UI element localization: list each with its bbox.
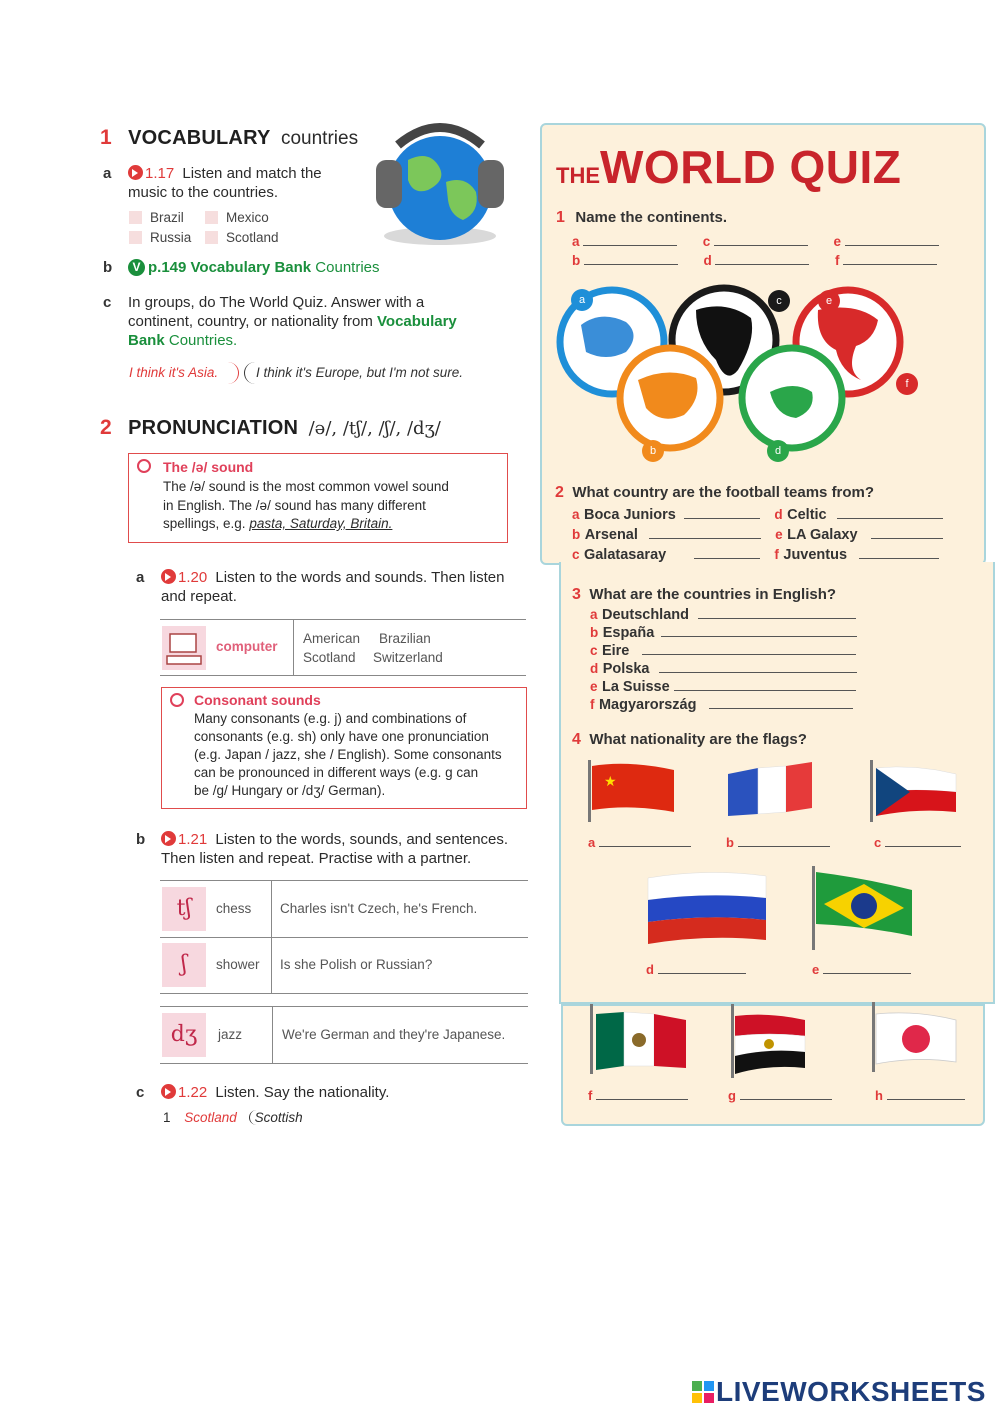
instruction-line: Then listen and repeat. Practise with a partner.	[161, 850, 472, 867]
answer-letter: f	[588, 1088, 593, 1103]
headphones-globe-illustration	[368, 120, 508, 250]
box-title: The /ə/ sound	[163, 459, 254, 475]
answer-blank[interactable]	[843, 264, 937, 265]
box-line: The /ə/ sound is the most common vowel sound	[163, 479, 449, 494]
section2-heading	[100, 416, 441, 440]
answer-letter: b	[572, 527, 581, 542]
exercise-1b	[103, 258, 112, 277]
exercise-2b-text	[161, 830, 508, 868]
example-word: Scotland	[303, 650, 356, 665]
vocab-word: Bank	[128, 332, 165, 349]
box-text	[163, 478, 449, 534]
exercise-letter: c	[136, 1084, 145, 1101]
exercise-2a-text	[161, 568, 504, 606]
exercise-2b	[136, 830, 145, 849]
liveworksheets-logo-icon	[692, 1381, 714, 1403]
answer-blank[interactable]	[698, 618, 856, 619]
instruction-line: and repeat.	[161, 588, 237, 605]
liveworksheets-logo	[692, 1376, 986, 1408]
flag-answer-g	[728, 1088, 832, 1103]
question-number: 3	[572, 586, 581, 603]
answer-blank[interactable]	[837, 518, 943, 519]
question-3	[572, 586, 836, 604]
checkbox[interactable]	[205, 211, 218, 224]
answer-blank[interactable]	[887, 1099, 965, 1100]
box-line: Many consonants (e.g. j) and combinations of	[194, 711, 467, 726]
shower-sound-icon: ʃ	[162, 943, 206, 987]
schwa-info-box	[128, 453, 508, 543]
example-word: Switzerland	[373, 650, 443, 665]
checkbox[interactable]	[205, 231, 218, 244]
answer-blank[interactable]	[659, 672, 857, 673]
section-number: 2	[100, 416, 112, 439]
continent-rings-illustration	[556, 280, 956, 470]
answer-letter: g	[728, 1088, 736, 1103]
answer-letter: a	[588, 835, 596, 850]
answer-blank[interactable]	[709, 708, 853, 709]
france-flag-icon	[724, 760, 816, 822]
exercise-letter: b	[103, 259, 113, 276]
speech-bubble-2: I think it's Europe, but I'm not sure.	[256, 365, 464, 380]
flag-answer-c	[874, 835, 961, 850]
answer-blank[interactable]	[642, 654, 856, 655]
answer-letter: c	[702, 234, 711, 249]
option-label: Brazil	[150, 210, 184, 225]
ring-label-c: c	[768, 290, 790, 312]
answer-blank[interactable]	[694, 558, 760, 559]
answer-blank[interactable]	[583, 245, 677, 246]
computer-icon	[162, 626, 206, 670]
ring-label-e: e	[818, 290, 840, 312]
exercise-2c-text	[161, 1083, 389, 1102]
box-line: in English. The /ə/ sound has many different	[163, 497, 426, 513]
audio-icon[interactable]	[161, 569, 176, 584]
box-line: (e.g. Japan / jazz, she / English). Some consonants	[194, 747, 502, 762]
answer-letter: d	[703, 253, 712, 268]
ring-label-b: b	[642, 440, 664, 462]
question-1	[556, 209, 727, 227]
box-examples: pasta, Saturday, Britain.	[249, 516, 393, 531]
vocab-bank-link[interactable]	[128, 258, 380, 277]
flag-answer-d	[646, 962, 746, 977]
instruction-line: Listen to the words and sounds. Then listen	[215, 569, 505, 586]
practice-sentence: Charles isn't Czech, he's French.	[280, 901, 478, 916]
chess-sound-icon: tʃ	[162, 887, 206, 931]
exercise-1a	[103, 164, 111, 183]
brazil-flag-icon	[808, 866, 918, 950]
option-label: Russia	[150, 230, 192, 245]
continent-answers	[572, 232, 972, 270]
flag-answer-b	[726, 835, 830, 850]
answer-blank[interactable]	[599, 846, 691, 847]
team-name: Galatasaray	[583, 547, 667, 563]
exercise-letter: a	[103, 165, 112, 182]
audio-icon[interactable]	[161, 1084, 176, 1099]
speech-bubble-1: I think it's Asia.	[129, 365, 219, 380]
foreign-country-name: La Suisse	[601, 679, 670, 695]
ring-label-d: d	[767, 440, 789, 462]
question-text: What nationality are the flags?	[589, 731, 807, 748]
answer-blank[interactable]	[871, 538, 943, 539]
table-divider	[293, 620, 294, 675]
answer-letter: b	[590, 625, 599, 640]
ring-label-a: a	[571, 289, 593, 311]
answer-letter: c	[572, 547, 580, 562]
flag-answer-e	[812, 962, 911, 977]
track-number: 1.22	[178, 1084, 208, 1101]
question-text: What country are the football teams from?	[572, 484, 875, 501]
sounds-table-top	[160, 880, 528, 994]
key-word: jazz	[218, 1027, 243, 1042]
quiz-title	[556, 140, 901, 194]
section-subtitle: countries	[280, 128, 359, 149]
answer-letter: h	[875, 1088, 883, 1103]
russia-flag-icon	[644, 868, 770, 948]
question-4	[572, 731, 807, 749]
example-question: Scotland	[184, 1110, 237, 1125]
answer-blank[interactable]	[859, 558, 939, 559]
flag-answer-h	[875, 1088, 965, 1103]
consonant-info-box	[161, 687, 527, 809]
flag-answer-f	[588, 1088, 688, 1103]
audio-icon[interactable]	[128, 165, 143, 180]
audio-icon[interactable]	[161, 831, 176, 846]
answer-letter: f	[835, 253, 840, 268]
answer-letter: e	[775, 527, 783, 542]
answer-blank[interactable]	[715, 264, 809, 265]
key-word: computer	[216, 639, 278, 654]
box-line: be /g/ Hungary or /dʒ/ German).	[194, 783, 386, 798]
exercise-1c	[103, 293, 111, 312]
answer-letter: e	[590, 679, 598, 694]
answer-letter: d	[590, 661, 599, 676]
flag-answer-a	[588, 835, 691, 850]
czech-flag-icon	[870, 760, 960, 822]
quiz-title-main: WORLD QUIZ	[600, 141, 902, 193]
mexico-flag-icon	[590, 1004, 690, 1074]
question-number: 2	[555, 484, 564, 501]
answer-letter: c	[874, 835, 882, 850]
exercise-2c	[136, 1083, 144, 1102]
instruction-line: music to the countries.	[128, 184, 279, 201]
checkbox[interactable]	[129, 211, 142, 224]
example-word: American	[303, 631, 361, 646]
japan-flag-icon	[870, 1002, 960, 1072]
vocab-word: Vocabulary	[377, 313, 457, 330]
question-number: 1	[556, 209, 565, 226]
answer-letter: e	[833, 234, 842, 249]
track-number: 1.20	[178, 569, 208, 586]
question-2	[555, 484, 874, 502]
answer-blank[interactable]	[649, 538, 761, 539]
quiz-title-the: THE	[556, 163, 600, 188]
section1-heading	[100, 126, 358, 150]
checkbox[interactable]	[129, 231, 142, 244]
team-name: Arsenal	[584, 527, 638, 543]
instruction-line: Listen and match the	[182, 165, 322, 182]
box-line: consonants (e.g. sh) only have one pronunciation	[194, 729, 489, 744]
answer-blank[interactable]	[674, 690, 856, 691]
question-text: What are the countries in English?	[589, 586, 837, 603]
box-line: can be pronounced in different ways (e.g. g can	[194, 765, 479, 780]
sounds-table-bottom	[160, 1006, 528, 1064]
option-label: Scotland	[226, 230, 279, 245]
key-word: chess	[216, 901, 252, 916]
track-number: 1.17	[145, 165, 175, 182]
answer-letter: a	[572, 507, 580, 522]
instruction-line: In groups, do The World Quiz. Answer with a	[128, 294, 425, 311]
answer-letter: d	[774, 507, 783, 522]
table-divider	[272, 1007, 273, 1063]
foreign-country-name: Polska	[602, 661, 650, 677]
instruction-line: Listen. Say the nationality.	[215, 1084, 390, 1101]
table-divider	[271, 881, 272, 993]
section-number: 1	[100, 126, 112, 149]
option-label: Mexico	[226, 210, 269, 225]
foreign-country-name: España	[602, 625, 655, 641]
answer-letter: b	[572, 253, 581, 268]
answer-blank[interactable]	[584, 264, 678, 265]
practice-sentence: Is she Polish or Russian?	[280, 957, 433, 972]
box-text	[194, 710, 502, 800]
foreign-country-name: Eire	[601, 643, 630, 659]
key-word: shower	[216, 957, 260, 972]
question-text: Name the continents.	[575, 209, 728, 226]
computer-word-table	[160, 619, 526, 676]
answer-blank[interactable]	[684, 518, 760, 519]
exercise-letter: b	[136, 831, 146, 848]
section-title: PRONUNCIATION	[128, 417, 299, 439]
example-number: 1	[163, 1110, 171, 1125]
answer-blank[interactable]	[740, 1099, 832, 1100]
answer-blank[interactable]	[714, 245, 808, 246]
team-name: Juventus	[783, 547, 848, 563]
team-name: Celtic	[787, 507, 827, 523]
bubble-tail	[224, 362, 239, 384]
foreign-country-name: Magyarország	[598, 697, 697, 713]
answer-blank[interactable]	[738, 846, 830, 847]
country-translation-answers	[590, 606, 870, 714]
exercise-1c-text	[128, 293, 457, 350]
ring-label-f: f	[896, 373, 918, 395]
team-name: LA Galaxy	[787, 527, 858, 543]
jazz-sound-icon: dʒ	[162, 1013, 206, 1057]
question-number: 4	[572, 731, 581, 748]
example-word: Brazilian	[379, 631, 431, 646]
egypt-flag-icon	[727, 1004, 809, 1078]
answer-blank[interactable]	[823, 973, 911, 974]
brand-name: LIVEWORKSHEETS	[716, 1376, 986, 1407]
vocab-ref-topic: Countries	[315, 259, 380, 276]
answer-letter: a	[572, 234, 580, 249]
exercise-letter: c	[103, 294, 112, 311]
country-options	[129, 208, 279, 248]
exercise-2a	[136, 568, 144, 587]
track-number: 1.21	[178, 831, 208, 848]
example-answer	[163, 1110, 303, 1125]
team-name: Boca Juniors	[583, 507, 676, 523]
answer-blank[interactable]	[885, 846, 961, 847]
search-icon	[137, 459, 151, 473]
vocab-ref: p.149 Vocabulary Bank	[148, 259, 312, 276]
example-words	[303, 629, 443, 667]
row-divider	[160, 937, 528, 938]
answer-letter: b	[726, 835, 734, 850]
answer-blank[interactable]	[658, 973, 746, 974]
practice-sentence: We're German and they're Japanese.	[282, 1027, 506, 1042]
answer-letter: a	[590, 607, 598, 622]
answer-blank[interactable]	[661, 636, 857, 637]
answer-letter: f	[774, 547, 779, 562]
foreign-country-name: Deutschland	[601, 607, 689, 623]
china-flag-icon	[588, 760, 678, 822]
answer-letter: c	[590, 643, 598, 658]
svg-text:★: ★	[604, 774, 617, 790]
football-answers	[572, 505, 972, 565]
instruction-line: continent, country, or nationality from	[128, 313, 373, 330]
instruction-line: Listen to the words, sounds, and sentences.	[215, 831, 509, 848]
answer-letter: d	[646, 962, 654, 977]
section-title: VOCABULARY	[128, 127, 271, 149]
example-reply: Scottish	[249, 1110, 303, 1125]
answer-blank[interactable]	[845, 245, 939, 246]
search-icon	[170, 693, 184, 707]
answer-letter: f	[590, 697, 595, 712]
answer-blank[interactable]	[596, 1099, 688, 1100]
box-title: Consonant sounds	[194, 692, 321, 708]
answer-letter: e	[812, 962, 820, 977]
exercise-letter: a	[136, 569, 145, 586]
exercise-1a-text	[128, 164, 322, 202]
box-line: spellings, e.g.	[163, 516, 246, 531]
vocab-badge-icon: V	[128, 259, 145, 276]
vocab-word: Countries.	[168, 332, 238, 349]
phoneme-symbols: /ə/, /tʃ/, /ʃ/, /dʒ/	[308, 418, 441, 439]
